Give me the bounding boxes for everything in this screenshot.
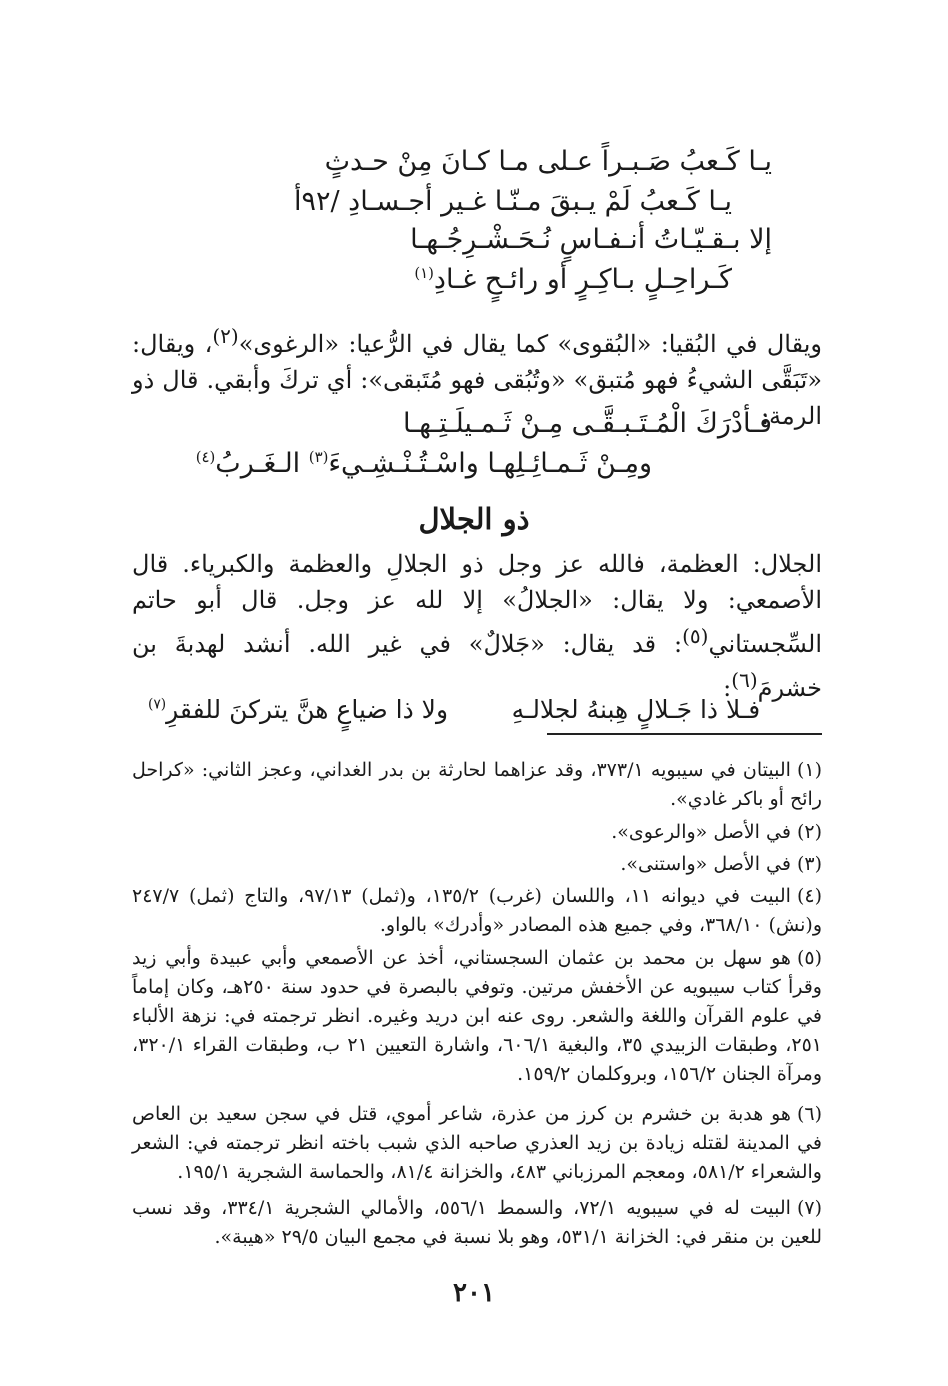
- paragraph-2-part1: الجلال: العظمة، فالله عز وجل ذو الجلالِ والعظمة والكبرياء. قال الأصمعي: ولا يقال: «الجلالُ» إلا لله عز وجل. قال أبو حاتم السِّجستاني: [132, 550, 822, 658]
- footnote-1-number: (١): [796, 759, 822, 781]
- footnote-7-number: (٧): [796, 1197, 823, 1219]
- footnote-1: [132, 756, 822, 814]
- poem1-line2: يـا كَـعبُ لَمْ يـبقَ مـنّـا غـير أجـسـادِ /٩٢أ: [293, 186, 732, 217]
- poem2-line2: [196, 450, 652, 477]
- poem1-line1: يـا كَـعبُ صَـبـراً عـلى مـا كـانَ مِنْ حـدثٍ: [324, 146, 772, 177]
- footnote-6: [132, 1100, 822, 1187]
- footnote-2: [132, 818, 822, 847]
- footnote-ref-4: (٤): [195, 448, 216, 466]
- poem1-line3: إلا بـقـيّـاتُ أنـفـاسٍ نُـحَـشْـرِجُـهـا: [410, 224, 772, 255]
- page-number: ٢٠١: [453, 1278, 495, 1308]
- footnote-6-text: هو هدبة بن خشرم بن كرز من عذرة، شاعر أموي، قتل في سجن سعيد بن العاص في المدينة لقتله زيادة بن زيد العذري صاحبه الذي شبب باخته انظر ترجمته في: الشعر والشعراء ٥٨١/٢، ومعجم المرزباني ٤٨٣، والخزانة ٨١/٤، والحماسة الشجرية ١٩٥/١.: [132, 1103, 822, 1183]
- footnote-ref-6: (٦): [731, 668, 758, 692]
- footnote-5-text: هو سهل بن محمد بن عثمان السجستاني، أخذ عن الأصمعي وأبي عبيدة وأبي زيد وقرأ كتاب سيبويه عن الأخفش مرتين. وتوفي بالبصرة في حدود سنة ٢٥٠هـ، وكان إماماً في علوم القرآن واللغة والشعر. روى عنه ابن دريد وغيره. انظر ترجمته في: نزهة الألباء ٢٥١، وطبقات الزبيدي ٣٥، والبغية ٦٠٦/١، واشارة التعيين ٢١ ب، وطبقات القراء ٣٢٠/١، ومرآة الجنان ١٥٦/٢، وبروكلمان ١٥٩/٢.: [132, 947, 822, 1085]
- footnote-4-text: البيت في ديوانه ١١، واللسان (غرب) ١٣٥/٢، و(ثمل) ٩٧/١٣، والتاج (ثمل) ٢٤٧/٧ و(نش) ٣٦٨/١٠، وفي جميع هذه المصادر «وأدرك» بالواو.: [132, 885, 822, 936]
- poem1-line4: [414, 266, 732, 293]
- footnote-ref-7: (٧): [148, 696, 167, 713]
- footnote-6-number: (٦): [796, 1103, 822, 1125]
- footnote-1-text: البيتان في سيبويه ٣٧٣/١، وقد عزاهما لحارثة بن بدر الغداني، وعجز الثاني: «كراحل رائح أو باكر غادي».: [132, 759, 822, 810]
- paragraph-2-part2: : قد يقال: «جَلالٌ» في غير الله. أنشد لهدبةَ بن خشرمَ: [132, 630, 822, 702]
- verse-text: فـلا ذا جَـلالٍ هِبنهُ لجلالـهِ ولا ذا ضياعٍ هنَّ يتركنَ للفقرِ: [166, 695, 761, 724]
- footnote-separator: [547, 733, 822, 735]
- poem1-line4-text: كَـراحِـلٍ بـاكِـرٍ أو رائـحٍ غـادِ: [433, 264, 732, 295]
- footnote-ref-1: (١): [414, 264, 434, 282]
- footnote-ref-2: (٢): [212, 324, 239, 348]
- footnote-3: [132, 850, 822, 879]
- footnote-2-number: (٢): [796, 821, 822, 843]
- footnote-4: [132, 882, 822, 940]
- poem2-line1: فـأدْرَكَ الْمُـتَـبـقَّـى مِـنْ ثَـمـيلَـتِـهـا: [402, 408, 772, 439]
- poem2-line2-part2: الـغَـربُ: [215, 448, 309, 479]
- footnote-2-text: في الأصل «والرعوى».: [611, 821, 791, 843]
- paragraph-2-part3: :: [723, 674, 732, 702]
- footnote-ref-5: (٥): [682, 624, 709, 648]
- verse-line: [148, 672, 792, 747]
- footnote-4-number: (٤): [796, 885, 822, 907]
- footnote-5-number: (٥): [796, 947, 822, 969]
- poem2-line2-part1: ومِـنْ ثَـمـائِـلِهـا واسْـتُـنْـشِـيءَ: [328, 448, 652, 479]
- footnote-7: [132, 1194, 822, 1252]
- section-title: ذو الجلال: [418, 502, 530, 536]
- footnote-7-text: البيت له في سيبويه ٧٢/١، والسمط ٥٥٦/١، والأمالي الشجرية ٣٣٤/١، وقد نسب للعين بن منقر في: الخزانة ٥٣١/١، وهو بلا نسبة في مجمع البيان ٢٩/٥ «هيبة».: [132, 1197, 822, 1248]
- footnote-3-text: في الأصل «واستنى».: [620, 853, 791, 875]
- footnote-ref-3: (٣): [308, 448, 329, 466]
- footnote-3-number: (٣): [796, 853, 822, 875]
- paragraph-1-part2: ، ويقال: «تَبَقَّى الشيءُ فهو مُتبق» «وتُبُقى فهو مُتَبقى»: أي تركَ وأبقي. قال ذو الرمة:: [132, 330, 822, 430]
- paragraph-1-part1: ويقال في البُقيا: «البُقوى» كما يقال في الرُّعيا: «الرغوى»: [238, 330, 822, 358]
- footnote-5: [132, 944, 822, 1089]
